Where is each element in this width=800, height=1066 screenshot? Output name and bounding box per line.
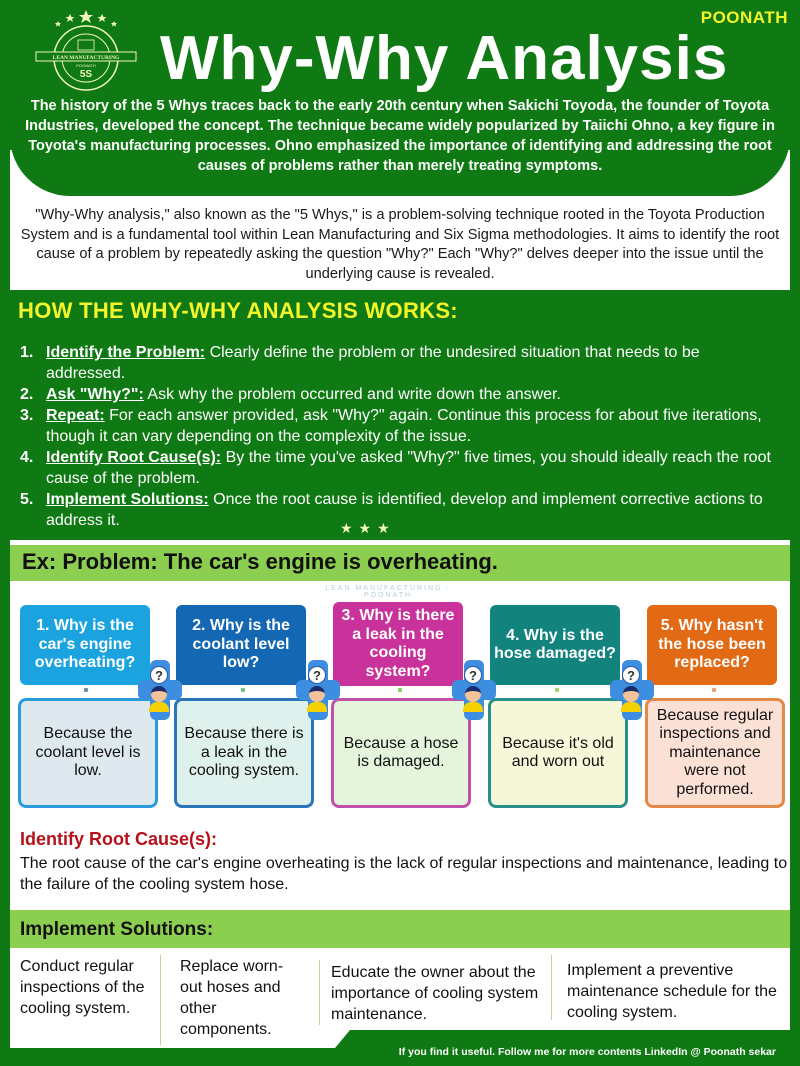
svg-text:5S: 5S [79,69,93,80]
solution-item: Educate the owner about the importance of cooling system maintenance. [331,964,539,1023]
arrow-dot [555,688,559,692]
root-cause-text: The root cause of the car's engine overheating is the lack of regular inspections and maintenance, leading to the failure of the cooling system hose. [20,855,788,893]
step-label: Identify the Problem: [46,344,206,361]
watermark: LEAN MANUFACTURING · POONATH [325,585,451,599]
stars-icon: ★★★ [340,520,396,536]
step-item [20,447,780,489]
step-text: Once the root cause is identified, develop and implement corrective actions to address it. [46,491,763,529]
step-text: Clearly define the problem or the undesired situation that needs to be addressed. [46,344,700,382]
footer-follow-text: If you find it useful. Follow me for more contents LinkedIn @ Poonath sekar [398,1046,776,1058]
svg-text:POONATH: POONATH [76,63,96,68]
step-text: By the time you've asked "Why?" five times, you should ideally reach the root cause of the problem. [46,449,771,487]
thinking-person-icon: ? [138,660,182,720]
step-label: Ask "Why?": [46,386,144,403]
step-label: Identify Root Cause(s): [46,449,222,466]
intro-text: "Why-Why analysis," also known as the "5 Whys," is a problem-solving technique rooted in the Toyota Production System and is a fundamental tool within Lean Manufacturing and Six Sigma methodologies. It aims to identify the root cause of a problem by repeatedly asking the question "Why?" Each "Why?" delves deeper into the issue until the underlying cause is revealed. [20,207,780,282]
step-item [20,384,780,405]
step-item [20,489,780,531]
because-answer-3: Because a hose is damaged. [331,698,471,808]
solution-item: Conduct regular inspections of the cooling system. [20,958,145,1017]
step-number: 2. [20,386,34,403]
why-question-1: 1. Why is the car's engine overheating? [20,605,150,685]
example-problem-title: Ex: Problem: The car's engine is overheating. [22,549,498,574]
step-label: Repeat: [46,407,105,424]
page-title: Why-Why Analysis [160,24,729,93]
divider [160,955,161,1045]
step-number: 3. [20,407,34,424]
why-question-2: 2. Why is the coolant level low? [176,605,306,685]
divider [319,960,320,1025]
history-text: The history of the 5 Whys traces back to the early 20th century when Sakichi Toyoda, the founder of Toyota Industries, developed the concept. The technique became widely popularized by Taiichi Ohno, a key figure in Toyota's manufacturing processes. Ohno emphasized the importance of identifying and addressing the root causes of problems rather than merely treating symptoms. [25,98,775,174]
solution-item: Implement a preventive maintenance schedule for the cooling system. [567,962,777,1021]
brand-label: POONATH [700,8,788,27]
step-label: Implement Solutions: [46,491,209,508]
step-text: Ask why the problem occurred and write down the answer. [143,386,561,403]
step-text: For each answer provided, ask "Why?" again. Continue this process for about five iterations, though it can vary depending on the complexity of the issue. [46,407,762,445]
arrow-dot [84,688,88,692]
svg-text:LEAN MANUFACTURING: LEAN MANUFACTURING [52,55,120,61]
step-item [20,405,780,447]
solutions-title: Implement Solutions: [20,919,214,940]
because-answer-1: Because the coolant level is low. [18,698,158,808]
why-question-5: 5. Why hasn't the hose been replaced? [647,605,777,685]
step-number: 5. [20,491,34,508]
how-it-works-title: HOW THE WHY-WHY ANALYSIS WORKS: [18,298,458,323]
step-number: 4. [20,449,34,466]
steps-list [20,342,780,531]
why-question-4: 4. Why is the hose damaged? [490,605,620,685]
divider [551,955,552,1020]
why-question-3: 3. Why is there a leak in the cooling system? [333,602,463,686]
arrow-dot [712,688,716,692]
because-answer-4: Because it's old and worn out [488,698,628,808]
step-item [20,342,780,384]
arrow-dot [241,688,245,692]
arrow-dot [398,688,402,692]
thinking-person-icon: ? [610,660,654,720]
root-cause-title: Identify Root Cause(s): [20,829,218,849]
because-answer-5: Because regular inspections and maintenance were not performed. [645,698,785,808]
solution-item: Replace worn-out hoses and other components. [180,958,284,1038]
thinking-person-icon: ? [296,660,340,720]
because-answer-2: Because there is a leak in the cooling system. [174,698,314,808]
step-number: 1. [20,344,34,361]
thinking-person-icon: ? [452,660,496,720]
lean-manufacturing-logo-icon [34,10,138,92]
